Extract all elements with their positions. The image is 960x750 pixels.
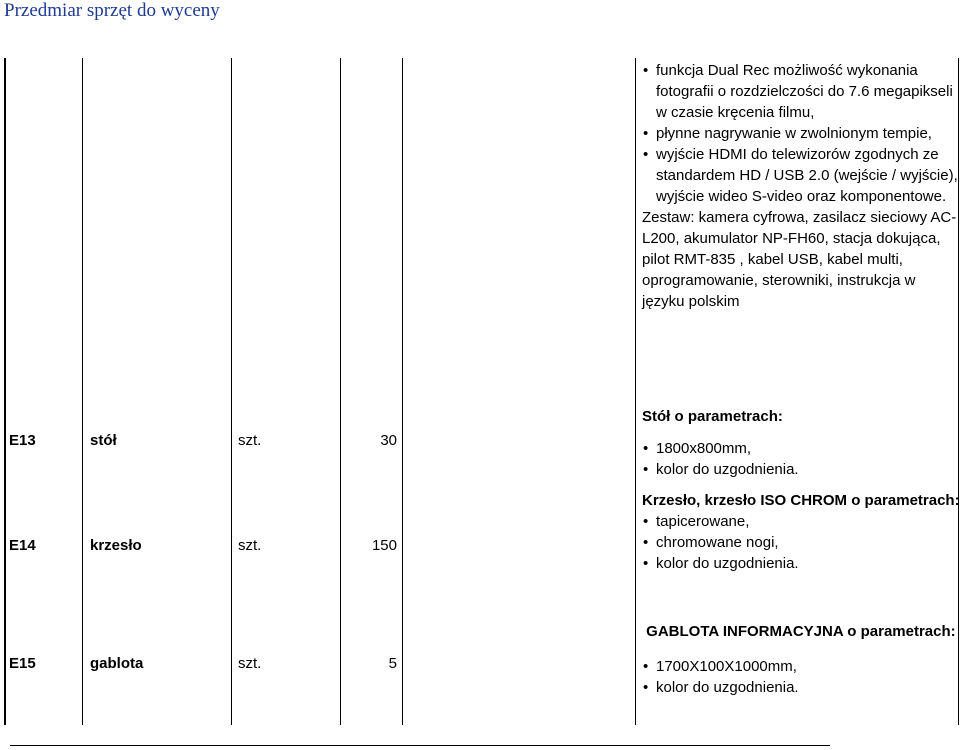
item-code: E13 xyxy=(9,432,36,449)
grid-line xyxy=(231,58,232,725)
list-item: • kolor do uzgodnienia. xyxy=(642,459,960,480)
grid-line xyxy=(402,58,403,725)
item-name: gablota xyxy=(90,655,144,672)
item-unit: szt. xyxy=(238,537,262,554)
list-item: • płynne nagrywanie w zwolnionym tempie, xyxy=(642,123,960,144)
grid-line xyxy=(340,58,341,725)
list-item: • 1800x800mm, xyxy=(642,438,960,459)
item-quantity: 150 xyxy=(371,537,397,554)
description-heading: Krzesło, krzesło ISO CHROM o parametrach: xyxy=(642,492,960,509)
description-heading: Stół o parametrach: xyxy=(642,408,783,425)
grid-line xyxy=(635,58,636,725)
item-description xyxy=(642,621,960,698)
list-item: • kolor do uzgodnienia. xyxy=(642,677,960,698)
item-unit: szt. xyxy=(238,655,262,672)
grid-line xyxy=(4,58,6,725)
item-quantity: 30 xyxy=(380,432,397,449)
item-code: E14 xyxy=(9,537,36,554)
item-code: E15 xyxy=(9,655,36,672)
bottom-rule xyxy=(10,745,830,746)
description-heading: GABLOTA INFORMACYJNA o parametrach: xyxy=(642,623,956,640)
page-title: Przedmiar sprzęt do wyceny xyxy=(4,0,220,21)
item-unit: szt. xyxy=(238,432,262,449)
list-item: • 1700X100X1000mm, xyxy=(642,656,960,677)
list-item: • tapicerowane, xyxy=(642,511,960,532)
camera-description xyxy=(642,60,960,312)
item-name: stół xyxy=(90,432,117,449)
list-item: • funkcja Dual Rec możliwość wykonania fotografii o rozdzielczości do 7.6 megapikseli w czasie kręcenia filmu, xyxy=(642,60,960,123)
item-quantity: 5 xyxy=(388,655,397,672)
list-item: • chromowane nogi, xyxy=(642,532,960,553)
grid-line xyxy=(82,58,83,725)
list-item: • wyjście HDMI do telewizorów zgodnych ze standardem HD / USB 2.0 (wejście / wyjście), wyjście wideo S-video oraz komponentowe. xyxy=(642,144,960,207)
item-description xyxy=(642,490,960,574)
item-description xyxy=(642,406,960,480)
item-name: krzesło xyxy=(90,537,142,554)
kit-contents: Zestaw: kamera cyfrowa, zasilacz sieciowy AC-L200, akumulator NP-FH60, stacja dokująca, pilot RMT-835 , kabel USB, kabel multi, oprogramowanie, sterowniki, instrukcja w języku polskim xyxy=(642,209,957,310)
list-item: • kolor do uzgodnienia. xyxy=(642,553,960,574)
